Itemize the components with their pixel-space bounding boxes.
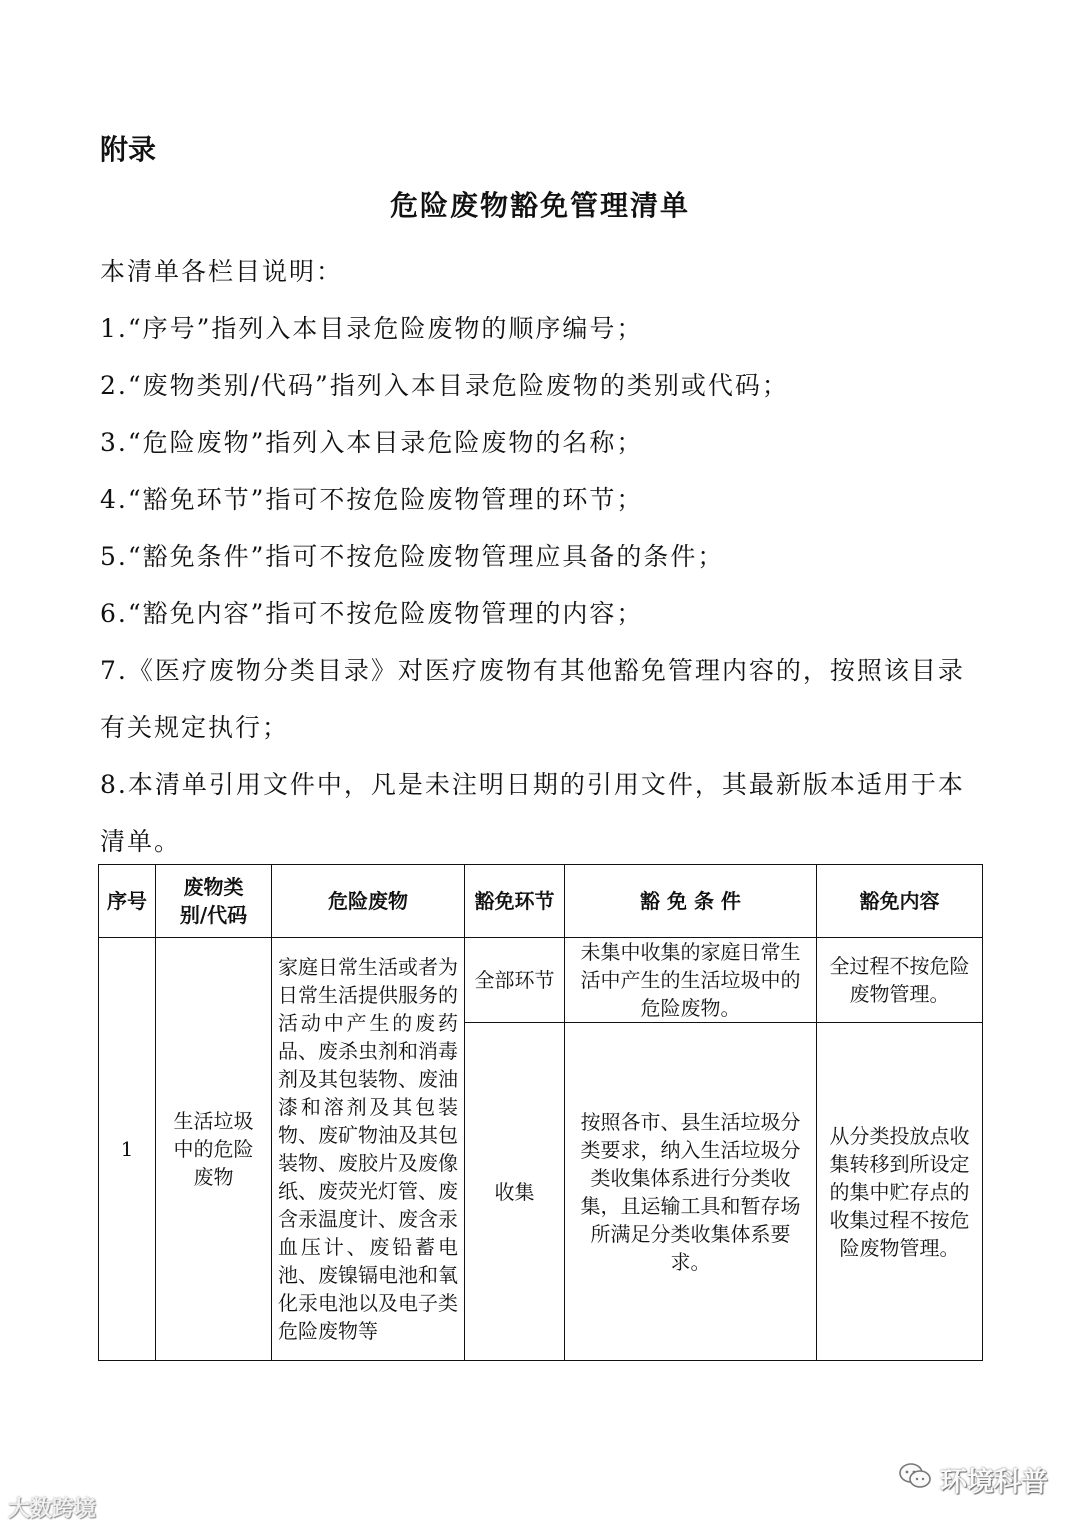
watermark-left — [8, 1492, 96, 1523]
watermark-left-text: 大数跨境 — [8, 1497, 97, 1522]
header-condition: 豁 免 条 件 — [565, 865, 817, 938]
intro-line: 4.“豁免环节”指可不按危险废物管理的环节； — [100, 485, 644, 514]
cell-condition: 未集中收集的家庭日常生活中产生的生活垃圾中的危险废物。 — [565, 938, 817, 1023]
intro-line: 7.《医疗废物分类目录》对医疗废物有其他豁免管理内容的，按照该目录有关规定执行； — [100, 656, 965, 742]
watermark-right — [898, 1460, 1048, 1499]
cell-stage: 全部环节 — [465, 938, 565, 1023]
cell-category: 生活垃圾中的危险废物 — [156, 938, 272, 1361]
intro-line: 本清单各栏目说明： — [100, 257, 344, 286]
table-header-row — [99, 865, 983, 938]
chat-bubble-icon — [898, 1462, 932, 1497]
table-row — [99, 938, 983, 1023]
cell-condition: 按照各市、县生活垃圾分类要求，纳入生活垃圾分类收集体系进行分类收集，且运输工具和暂存场所满足分类收集体系要求。 — [565, 1023, 817, 1361]
cell-waste: 家庭日常生活或者为日常生活提供服务的活动中产生的废药品、废杀虫剂和消毒剂及其包装物、废油漆和溶剂及其包装物、废矿物油及其包装物、废胶片及废像纸、废荧光灯管、废含汞温度计、废含汞血压计、废铅蓄电池、废镍镉电池和氧化汞电池以及电子类危险废物等 — [272, 938, 465, 1361]
intro-line: 3.“危险废物”指列入本目录危险废物的名称； — [100, 428, 644, 457]
intro-line: 2.“废物类别/代码”指列入本目录危险废物的类别或代码； — [100, 371, 789, 400]
cell-content: 从分类投放点收集转移到所设定的集中贮存点的收集过程不按危险废物管理。 — [817, 1023, 983, 1361]
header-stage: 豁免环节 — [465, 865, 565, 938]
header-no: 序号 — [99, 865, 156, 938]
document-title: 危险废物豁免管理清单 — [389, 189, 690, 222]
intro-line: 6.“豁免内容”指可不按危险废物管理的内容； — [100, 599, 644, 628]
cell-content: 全过程不按危险废物管理。 — [817, 938, 983, 1023]
watermark-right-text: 环境科普 — [940, 1467, 1048, 1498]
cell-stage: 收集 — [465, 1023, 565, 1361]
intro-line: 1.“序号”指列入本目录危险废物的顺序编号； — [100, 314, 644, 343]
exemption-table — [98, 864, 983, 1361]
intro-section — [100, 243, 990, 870]
header-category: 废物类别/代码 — [156, 865, 272, 938]
intro-line: 5.“豁免条件”指可不按危险废物管理应具备的条件； — [100, 542, 725, 571]
appendix-label: 附录 — [100, 133, 157, 166]
cell-no: 1 — [99, 938, 156, 1361]
intro-line: 8.本清单引用文件中，凡是未注明日期的引用文件，其最新版本适用于本清单。 — [100, 770, 965, 856]
header-waste: 危险废物 — [272, 865, 465, 938]
header-content: 豁免内容 — [817, 865, 983, 938]
